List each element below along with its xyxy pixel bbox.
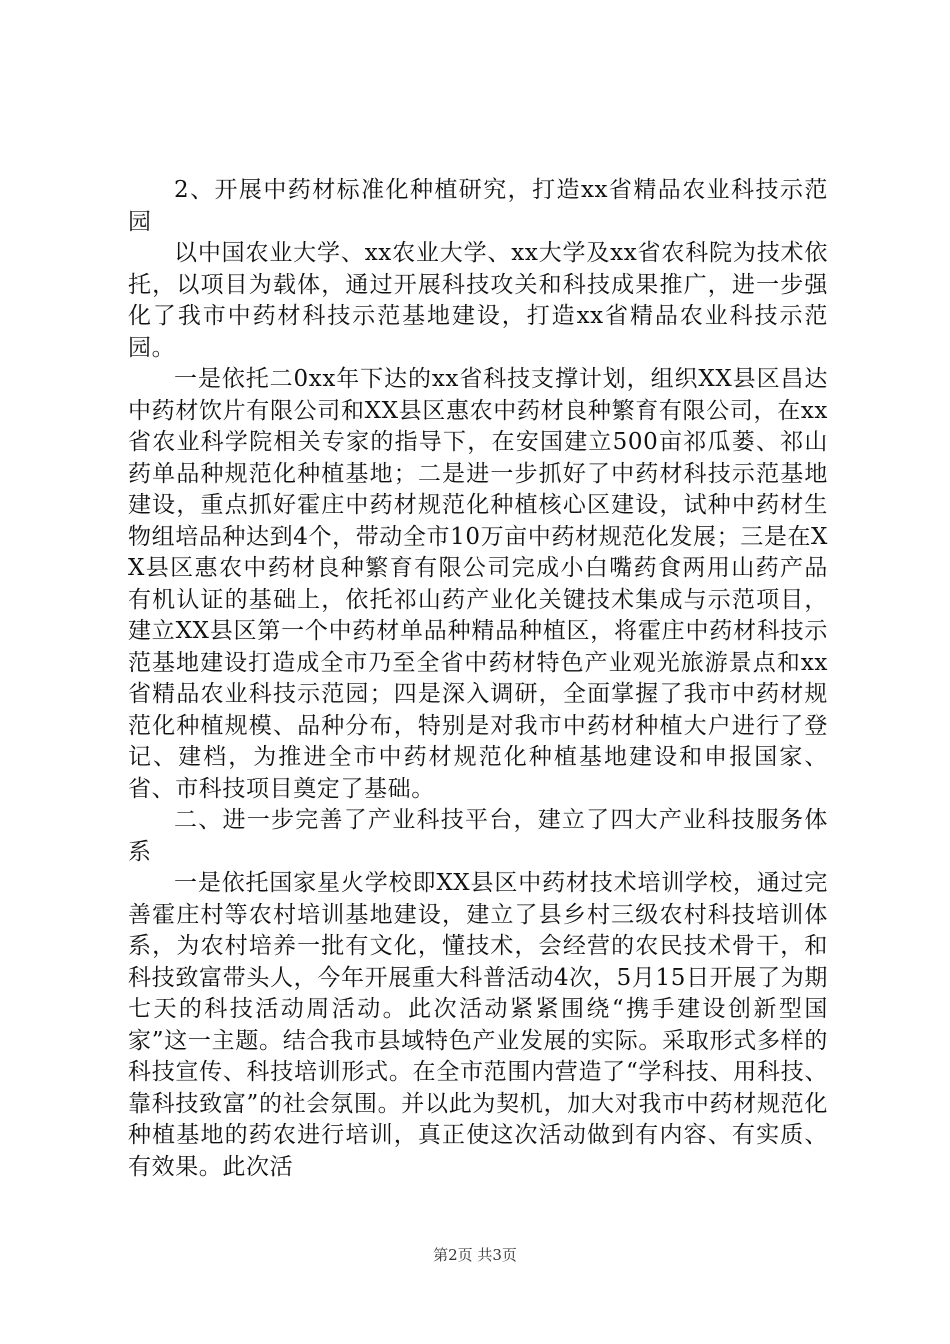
- body-paragraph: 以中国农业大学、xx农业大学、xx大学及xx省农科院为技术依托，以项目为载体，通过开展科技攻关和科技成果推广，进一步强化了我市中药材科技示范基地建设，打造xx省精品农业科技示范园。: [128, 240, 828, 361]
- page-footer: 第2页 共3页: [433, 1246, 517, 1264]
- section-heading-er: 二、进一步完善了产业科技平台，建立了四大产业科技服务体系: [128, 807, 828, 865]
- document-body: [128, 175, 828, 1183]
- section-heading-2: 2、开展中药材标准化种植研究，打造xx省精品农业科技示范园: [128, 177, 828, 235]
- body-paragraph: 一是依托二0xx年下达的xx省科技支撑计划，组织XX县区昌达中药材饮片有限公司和XX县区惠农中药材良种繁育有限公司，在xx省农业科学院相关专家的指导下，在安国建立500亩祁瓜蒌、祁山药单品种规范化种植基地；二是进一步抓好了中药材科技示范基地建设，重点抓好霍庄中药材规范化种植核心区建设，试种中药材生物组培品种达到4个，带动全市10万亩中药材规范化发展；三是在XX县区惠农中药材良种繁育有限公司完成小白嘴药食两用山药产品有机认证的基础上，依托祁山药产业化关键技术集成与示范项目，建立XX县区第一个中药材单品种精品种植区，将霍庄中药材科技示范基地建设打造成全市乃至全省中药材特色产业观光旅游景点和xx省精品农业科技示范园；四是深入调研，全面掌握了我市中药材规范化种植规模、品种分布，特别是对我市中药材种植大户进行了登记、建档，为推进全市中药材规范化种植基地建设和申报国家、省、市科技项目奠定了基础。: [128, 366, 828, 802]
- body-paragraph: 一是依托国家星火学校即XX县区中药材技术培训学校，通过完善霍庄村等农村培训基地建设，建立了县乡村三级农村科技培训体系，为农村培养一批有文化，懂技术，会经营的农民技术骨干，和科技致富带头人，今年开展重大科普活动4次，5月15日开展了为期七天的科技活动周活动。此次活动紧紧围绕“携手建设创新型国家”这一主题。结合我市县域特色产业发展的实际。采取形式多样的科技宣传、科技培训形式。在全市范围内营造了“学科技、用科技、靠科技致富”的社会氛围。并以此为契机，加大对我市中药材规范化种植基地的药农进行培训，真正使这次活动做到有内容、有实质、有效果。此次活: [128, 870, 828, 1180]
